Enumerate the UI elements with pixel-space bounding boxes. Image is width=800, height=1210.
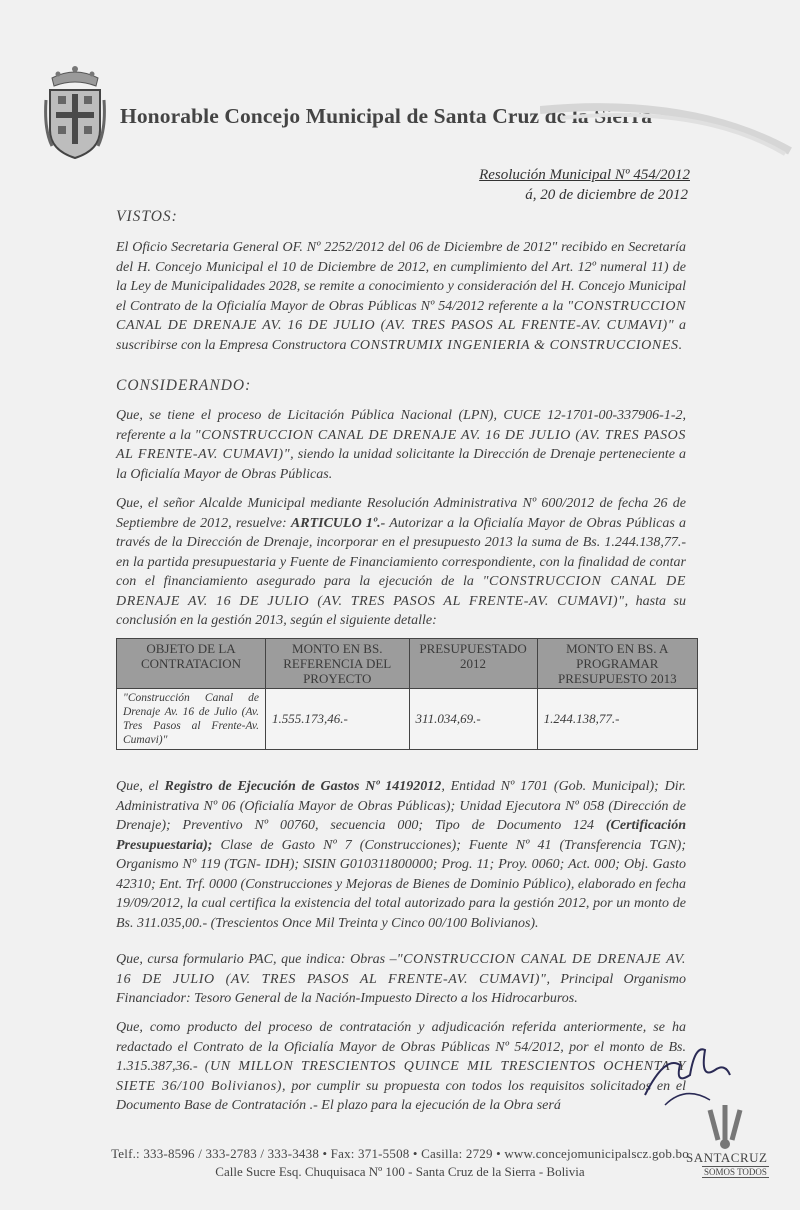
santa-cruz-logo-subtitle: SOMOS TODOS <box>704 1167 767 1177</box>
header-objeto: OBJETO DE LA CONTRATACION <box>117 639 266 689</box>
producto-paragraph: Que, como producto del proceso de contratación y adjudicación referida anteriormente, se ha redactado el Contrato de la Oficialía Mayor de Obras Públicas Nº 54/2012, por el monto de Bs. 1.315.387,36.- (UN MILLON TRESCIENTOS QUINCE MIL TRESCIENTOS OCHENTA Y SIETE 36/100 Bolivianos), por cumplir su propuesta con todos los requisitos solicitados en el Documento Base de Contratación .- El plazo para la ejecución de la Obra será <box>116 1020 687 1113</box>
cell-objeto: "Construcción Canal de Drenaje Av. 16 de Julio (Av. Tres Pasos al Frente-Av. Cumavi)" <box>117 689 266 750</box>
considerando-paragraph-2: Que, el señor Alcalde Municipal mediante Resolución Administrativa Nº 600/2012 de fecha 26 de Septiembre de 2012, resuelve: ARTICULO 1º.- Autorizar a la Oficialía Mayor de Obras Públicas a través de la Dirección de Drenaje, incorporar en el presupuesto 2013 la suma de Bs. 1.244.138,77.- en la partida presupuestaria y Fuente de Financiamiento correspondiente, con la finalidad de contar con el financiamiento asegurado para la ejecución de la "CONSTRUCCION CANAL DE DRENAJE AV. 16 DE JULIO (AV. TRES PASOS AL FRENTE-AV. CUMAVI)", hasta su conclusión en la gestión 2013, según el siguiente detalle: <box>116 496 687 628</box>
footer-address: Calle Sucre Esq. Chuquisaca Nº 100 - Santa Cruz de la Sierra - Bolivia <box>215 1164 585 1179</box>
santa-cruz-logo-text: SANTACRUZ <box>686 1150 768 1165</box>
organization-title: Honorable Concejo Municipal de Santa Cruz de la Sierra <box>120 104 653 128</box>
coat-of-arms-icon <box>44 60 106 160</box>
cell-monto-programar: 1.244.138,77.- <box>537 689 697 750</box>
budget-detail-table <box>116 638 698 750</box>
cell-presupuestado: 311.034,69.- <box>409 689 537 750</box>
table-row <box>117 689 698 750</box>
header-monto-referencia: MONTO EN BS. REFERENCIA DEL PROYECTO <box>266 639 410 689</box>
resolution-number: Resolución Municipal Nº 454/2012 <box>479 167 690 183</box>
footer-contact: Telf.: 333-8596 / 333-2783 / 333-3438 • Fax: 371-5508 • Casilla: 2729 • www.concejomunicipalscz.gob.bo <box>111 1146 689 1161</box>
vistos-paragraph: El Oficio Secretaria General OF. Nº 2252/2012 del 06 de Diciembre de 2012" recibido en Secretaría del H. Concejo Municipal el 10 de Diciembre de 2012, en cumplimiento del Art. 12º numeral 11) de la Ley de Municipalidades 2028, se remite a conocimiento y consideración del H. Concejo Municipal el Contrato de la Oficialía Mayor de Obras Públicas Nº 54/2012 referente a la "CONSTRUCCION CANAL DE DRENAJE AV. 16 DE JULIO (AV. TRES PASOS AL FRENTE-AV. CUMAVI)" a suscribirse con la Empresa Constructora CONSTRUMIX INGENIERIA & CONSTRUCCIONES. <box>116 240 687 353</box>
resolution-date: á, 20 de diciembre de 2012 <box>525 187 688 203</box>
cell-monto-referencia: 1.555.173,46.- <box>266 689 410 750</box>
pac-paragraph: Que, cursa formulario PAC, que indica: Obras –"CONSTRUCCION CANAL DE DRENAJE AV. 16 DE JULIO (AV. TRES PASOS AL FRENTE-AV. CUMAVI)", Principal Organismo Financiador: Tesoro General de la Nación-Impuesto Directo a los Hidrocarburos. <box>116 952 686 1006</box>
header-presupuestado: PRESUPUESTADO 2012 <box>409 639 537 689</box>
vistos-heading: VISTOS: <box>116 208 178 225</box>
header-monto-programar: MONTO EN BS. A PROGRAMAR PRESUPUESTO 2013 <box>537 639 697 689</box>
registro-paragraph: Que, el Registro de Ejecución de Gastos Nº 14192012, Entidad Nº 1701 (Gob. Municipal); Dir. Administrativa Nº 06 (Oficialía Mayor de Obras Públicas); Unidad Ejecutora Nº 058 (Dirección de Drenaje); Preventivo Nº 00760, secuencia 000; Tipo de Documento 124 (Certificación Presupuestaria); Clase de Gasto Nº 7 (Construcciones); Fuente Nº 41 (Transferencia TGN); Organismo Nº 119 (TGN- IDH); SISIN G010311800000; Prog. 11; Proy. 0060; Act. 000; Obj. Gasto 42310; Ent. Trf. 0000 (Construcciones y Mejoras de Bienes de Dominio Público), elaborado en fecha 19/09/2012, la cual certifica la existencia del total autorizado para la gestión 2012, por un monto de Bs. 311.035,00.- (Trescientos Once Mil Treinta y Cinco 00/100 Bolivianos). <box>116 779 686 931</box>
considerando-paragraph-1: Que, se tiene el proceso de Licitación Pública Nacional (LPN), CUCE 12-1701-00-337906-1-2, referente a la "CONSTRUCCION CANAL DE DRENAJE AV. 16 DE JULIO (AV. TRES PASOS AL FRENTE-AV. CUMAVI)", siendo la unidad solicitante la Dirección de Drenaje perteneciente a la Oficialía Mayor de Obras Públicas. <box>116 408 686 482</box>
header-swoosh-decoration <box>540 96 800 156</box>
table-header-row <box>117 639 698 689</box>
considerando-heading: CONSIDERANDO: <box>116 377 252 394</box>
